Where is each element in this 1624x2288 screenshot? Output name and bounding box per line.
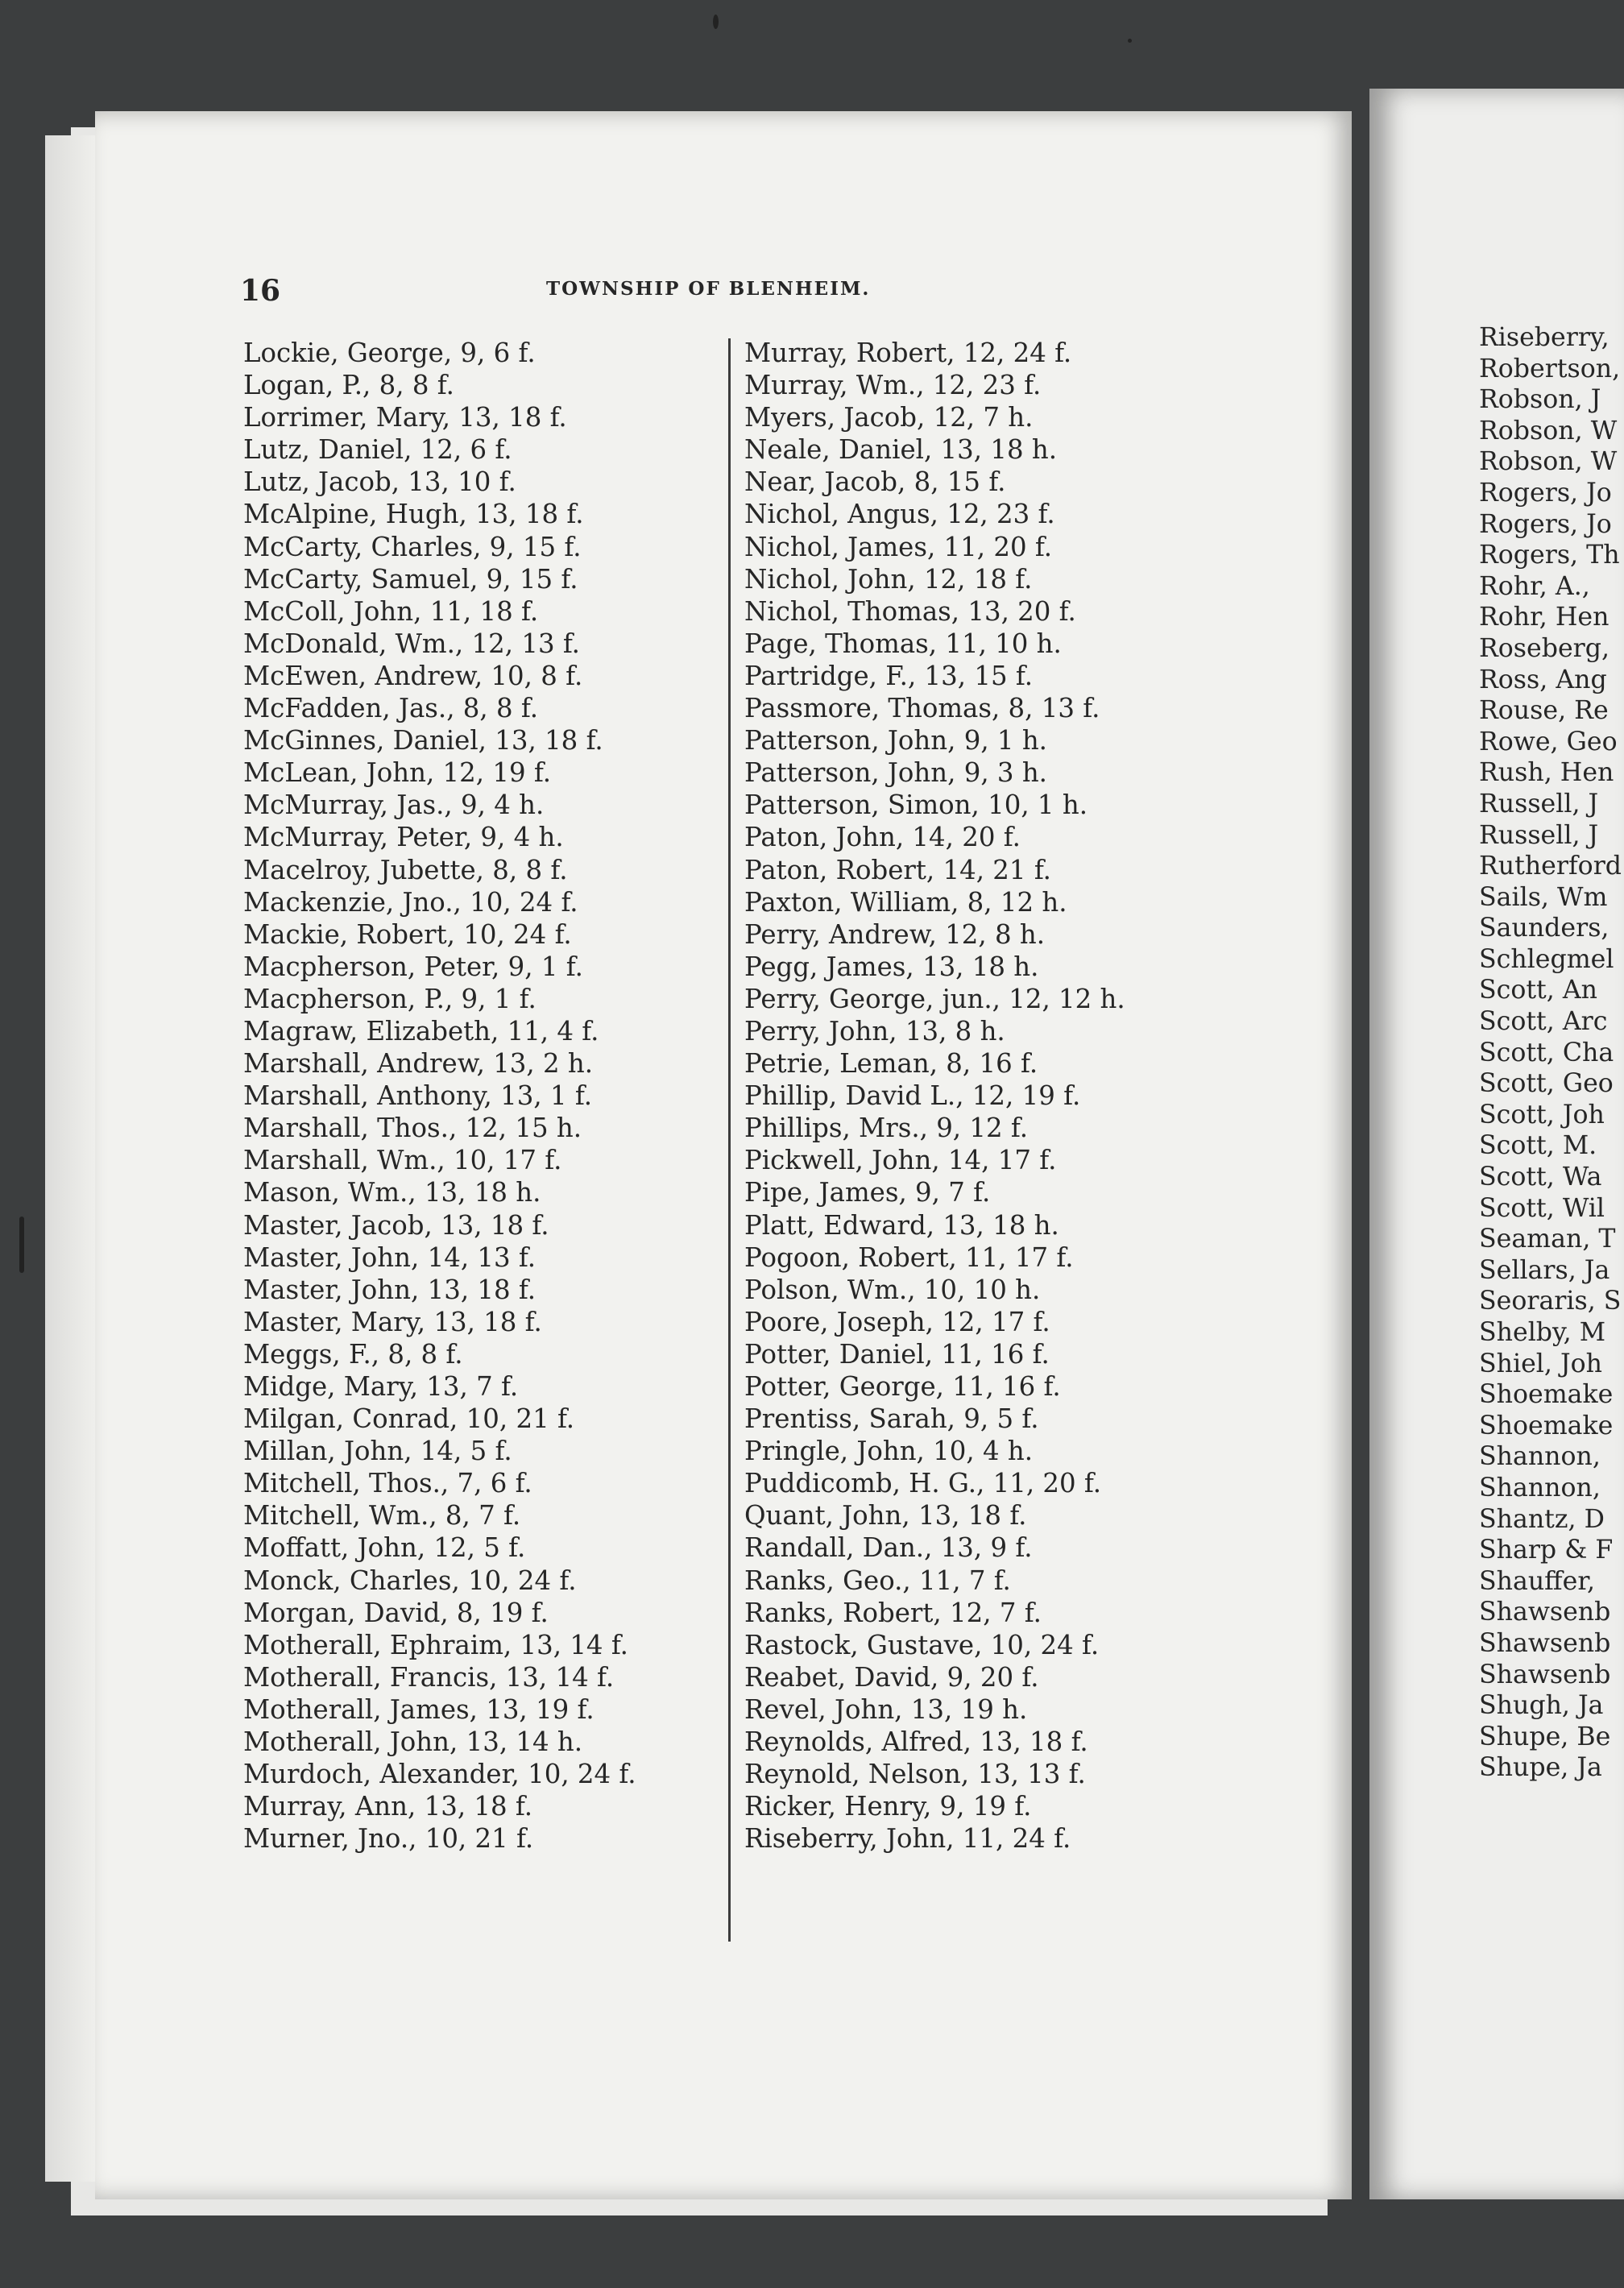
directory-entry: Murray, Wm., 12, 23 f. xyxy=(744,370,1042,401)
directory-entry: Perry, Andrew, 12, 8 h. xyxy=(744,918,1046,950)
directory-entry: Robson, W xyxy=(1479,447,1618,477)
directory-entry: Russell, J xyxy=(1479,789,1599,819)
page-number: 16 xyxy=(240,274,281,308)
directory-entry: Rouse, Re xyxy=(1479,696,1609,726)
directory-entry: Lutz, Jacob, 13, 10 f. xyxy=(243,466,516,498)
directory-entry: Riseberry, xyxy=(1479,323,1610,352)
directory-entry: Rastock, Gustave, 10, 24 f. xyxy=(744,1629,1100,1660)
directory-entry: Robson, J xyxy=(1479,385,1601,415)
directory-entry: Rogers, Th xyxy=(1479,541,1620,570)
directory-entry: Motherall, Ephraim, 13, 14 f. xyxy=(243,1629,628,1660)
directory-entry: Rogers, Jo xyxy=(1479,509,1612,539)
directory-entry: Roseberg, xyxy=(1479,633,1610,663)
directory-entry: Shannon, xyxy=(1479,1473,1601,1503)
directory-entry: Murdoch, Alexander, 10, 24 f. xyxy=(243,1759,636,1790)
directory-entry: Shoemake xyxy=(1479,1411,1614,1440)
directory-entry: Meggs, F., 8, 8 f. xyxy=(243,1338,463,1370)
directory-entry: Murner, Jno., 10, 21 f. xyxy=(243,1823,534,1855)
directory-entry: Mason, Wm., 13, 18 h. xyxy=(243,1177,541,1208)
directory-entry: McAlpine, Hugh, 13, 18 f. xyxy=(243,499,584,530)
directory-entry: Rowe, Geo xyxy=(1479,727,1618,756)
directory-entry: Petrie, Leman, 8, 16 f. xyxy=(744,1048,1038,1080)
directory-entry: Platt, Edward, 13, 18 h. xyxy=(744,1209,1059,1241)
directory-entry: McFadden, Jas., 8, 8 f. xyxy=(243,693,539,724)
directory-entry: Reabet, David, 9, 20 f. xyxy=(744,1661,1039,1693)
directory-entry: Scott, M. xyxy=(1479,1131,1597,1161)
directory-entry: Mitchell, Thos., 7, 6 f. xyxy=(243,1468,532,1499)
directory-entry: Monck, Charles, 10, 24 f. xyxy=(243,1565,577,1596)
directory-entry: Lutz, Daniel, 12, 6 f. xyxy=(243,434,512,466)
directory-entry: Nichol, John, 12, 18 f. xyxy=(744,563,1033,595)
directory-entry: Patterson, Simon, 10, 1 h. xyxy=(744,790,1088,821)
directory-entry: Scott, Wa xyxy=(1479,1163,1602,1192)
middle-column xyxy=(744,337,1179,1855)
directory-entry: Morgan, David, 8, 19 f. xyxy=(243,1597,549,1628)
directory-entry: McColl, John, 11, 18 f. xyxy=(243,595,539,627)
directory-entry: Master, John, 13, 18 f. xyxy=(243,1274,536,1305)
directory-entry: Murray, Ann, 13, 18 f. xyxy=(243,1791,533,1822)
directory-entry: Shantz, D xyxy=(1479,1504,1605,1534)
directory-entry: Robson, W xyxy=(1479,416,1618,446)
directory-entry: Phillip, David L., 12, 19 f. xyxy=(744,1080,1081,1112)
directory-entry: Scott, Wil xyxy=(1479,1193,1605,1223)
left-column xyxy=(243,337,719,1855)
directory-entry: Shawsenb xyxy=(1479,1628,1611,1658)
directory-entry: Scott, Geo xyxy=(1479,1069,1614,1099)
directory-entry: Scott, Cha xyxy=(1479,1038,1614,1067)
directory-entry: Ranks, Robert, 12, 7 f. xyxy=(744,1597,1042,1628)
directory-entry: Paton, John, 14, 20 f. xyxy=(744,822,1021,853)
directory-entry: Randall, Dan., 13, 9 f. xyxy=(744,1532,1033,1564)
directory-entry: McEwen, Andrew, 10, 8 f. xyxy=(243,660,583,691)
directory-entry: Riseberry, John, 11, 24 f. xyxy=(744,1823,1071,1855)
directory-entry: Shannon, xyxy=(1479,1442,1601,1472)
directory-entry: Sellars, Ja xyxy=(1479,1255,1610,1285)
directory-entry: Ranks, Geo., 11, 7 f. xyxy=(744,1565,1011,1596)
directory-entry: Shiel, Joh xyxy=(1479,1349,1603,1378)
directory-entry: Master, Jacob, 13, 18 f. xyxy=(243,1209,549,1241)
directory-entry: Patterson, John, 9, 1 h. xyxy=(744,725,1047,756)
directory-entry: Scott, Joh xyxy=(1479,1100,1605,1129)
directory-entry: Mackie, Robert, 10, 24 f. xyxy=(243,918,572,950)
directory-entry: Logan, P., 8, 8 f. xyxy=(243,370,454,401)
directory-entry: Page, Thomas, 11, 10 h. xyxy=(744,628,1062,659)
directory-entry: Midge, Mary, 13, 7 f. xyxy=(243,1371,519,1402)
directory-entry: McCarty, Samuel, 9, 15 f. xyxy=(243,563,578,595)
directory-entry: Mitchell, Wm., 8, 7 f. xyxy=(243,1500,521,1532)
directory-entry: Murray, Robert, 12, 24 f. xyxy=(744,338,1072,368)
directory-entry: McMurray, Jas., 9, 4 h. xyxy=(243,790,545,821)
directory-entry: Puddicomb, H. G., 11, 20 f. xyxy=(744,1468,1102,1499)
directory-entry: Shauffer, xyxy=(1479,1566,1595,1596)
directory-entry: Polson, Wm., 10, 10 h. xyxy=(744,1274,1041,1305)
directory-entry: Moffatt, John, 12, 5 f. xyxy=(243,1532,526,1564)
directory-entry: Neale, Daniel, 13, 18 h. xyxy=(744,434,1058,466)
directory-entry: Partridge, F., 13, 15 f. xyxy=(744,660,1033,691)
directory-entry: Magraw, Elizabeth, 11, 4 f. xyxy=(243,1015,599,1047)
directory-entry: Sharp & F xyxy=(1479,1536,1614,1565)
directory-entry: Nichol, Angus, 12, 23 f. xyxy=(744,499,1055,530)
directory-entry: Scott, An xyxy=(1479,976,1598,1005)
directory-entry: Lockie, George, 9, 6 f. xyxy=(243,338,536,368)
directory-entry: Lorrimer, Mary, 13, 18 f. xyxy=(243,402,567,433)
directory-entry: Rogers, Jo xyxy=(1479,478,1612,508)
directory-entry: Master, Mary, 13, 18 f. xyxy=(243,1306,542,1337)
directory-entry: Potter, George, 11, 16 f. xyxy=(744,1371,1061,1402)
directory-entry: Perry, John, 13, 8 h. xyxy=(744,1015,1005,1047)
directory-entry: Robertson, xyxy=(1479,354,1621,383)
directory-entry: Shugh, Ja xyxy=(1479,1691,1604,1721)
directory-entry: Pipe, James, 9, 7 f. xyxy=(744,1177,991,1208)
directory-entry: Pringle, John, 10, 4 h. xyxy=(744,1436,1034,1467)
directory-entry: Revel, John, 13, 19 h. xyxy=(744,1693,1028,1725)
directory-entry: Quant, John, 13, 18 f. xyxy=(744,1500,1027,1532)
directory-entry: Ross, Ang xyxy=(1479,665,1607,694)
dust-speck xyxy=(1128,39,1132,43)
directory-entry: Macpherson, P., 9, 1 f. xyxy=(243,983,536,1014)
column-rule xyxy=(728,338,731,1942)
directory-entry: Russell, J xyxy=(1479,820,1599,850)
directory-entry: Near, Jacob, 8, 15 f. xyxy=(744,466,1006,498)
directory-entry: Rush, Hen xyxy=(1479,758,1614,788)
directory-entry: Marshall, Wm., 10, 17 f. xyxy=(243,1145,562,1176)
directory-entry: Motherall, Francis, 13, 14 f. xyxy=(243,1661,615,1693)
directory-entry: Motherall, James, 13, 19 f. xyxy=(243,1693,594,1725)
directory-entry: Nichol, Thomas, 13, 20 f. xyxy=(744,595,1076,627)
directory-entry: Poore, Joseph, 12, 17 f. xyxy=(744,1306,1050,1337)
directory-entry: McDonald, Wm., 12, 13 f. xyxy=(243,628,580,659)
directory-entry: Sails, Wm xyxy=(1479,882,1608,912)
directory-entry: Macpherson, Peter, 9, 1 f. xyxy=(243,951,583,982)
directory-entry: McMurray, Peter, 9, 4 h. xyxy=(243,822,564,853)
directory-entry: Pickwell, John, 14, 17 f. xyxy=(744,1145,1057,1176)
right-page-column xyxy=(1479,322,1624,1784)
directory-entry: Paxton, William, 8, 12 h. xyxy=(744,886,1067,918)
directory-entry: Shawsenb xyxy=(1479,1598,1611,1627)
running-head: TOWNSHIP OF BLENHEIM. xyxy=(546,278,871,300)
directory-entry: Nichol, James, 11, 20 f. xyxy=(744,531,1052,562)
directory-entry: Macelroy, Jubette, 8, 8 f. xyxy=(243,854,568,885)
directory-entry: Prentiss, Sarah, 9, 5 f. xyxy=(744,1403,1039,1435)
directory-entry: Reynolds, Alfred, 13, 18 f. xyxy=(744,1726,1088,1758)
directory-entry: Scott, Arc xyxy=(1479,1007,1608,1037)
directory-entry: Marshall, Anthony, 13, 1 f. xyxy=(243,1080,592,1112)
directory-entry: Marshall, Andrew, 13, 2 h. xyxy=(243,1048,594,1080)
directory-entry: McGinnes, Daniel, 13, 18 f. xyxy=(243,725,603,756)
directory-entry: Shupe, Be xyxy=(1479,1722,1611,1751)
directory-entry: Phillips, Mrs., 9, 12 f. xyxy=(744,1113,1029,1144)
directory-entry: Marshall, Thos., 12, 15 h. xyxy=(243,1113,582,1144)
directory-entry: Schlegmel xyxy=(1479,944,1614,974)
directory-entry: Shelby, M xyxy=(1479,1318,1606,1347)
directory-entry: Patterson, John, 9, 3 h. xyxy=(744,757,1047,789)
directory-entry: Passmore, Thomas, 8, 13 f. xyxy=(744,693,1100,724)
directory-entry: Master, John, 14, 13 f. xyxy=(243,1241,536,1273)
directory-entry: Shoemake xyxy=(1479,1380,1614,1410)
directory-entry: Rohr, A., xyxy=(1479,571,1590,601)
directory-entry: Ricker, Henry, 9, 19 f. xyxy=(744,1791,1032,1822)
directory-entry: Pogoon, Robert, 11, 17 f. xyxy=(744,1241,1074,1273)
directory-entry: Shupe, Ja xyxy=(1479,1753,1602,1783)
directory-entry: Rohr, Hen xyxy=(1479,603,1610,632)
directory-entry: Reynold, Nelson, 13, 13 f. xyxy=(744,1759,1086,1790)
directory-entry: McLean, John, 12, 19 f. xyxy=(243,757,551,789)
dust-speck xyxy=(713,15,719,29)
directory-entry: Myers, Jacob, 12, 7 h. xyxy=(744,402,1034,433)
directory-entry: McCarty, Charles, 9, 15 f. xyxy=(243,531,582,562)
directory-entry: Mackenzie, Jno., 10, 24 f. xyxy=(243,886,578,918)
directory-entry: Rutherford xyxy=(1479,852,1622,881)
directory-entry: Millan, John, 14, 5 f. xyxy=(243,1436,512,1467)
directory-entry: Seoraris, S xyxy=(1479,1287,1622,1316)
directory-entry: Perry, George, jun., 12, 12 h. xyxy=(744,983,1125,1014)
directory-entry: Pegg, James, 13, 18 h. xyxy=(744,951,1039,982)
directory-entry: Milgan, Conrad, 10, 21 f. xyxy=(243,1403,575,1435)
directory-entry: Shawsenb xyxy=(1479,1660,1611,1689)
directory-entry: Potter, Daniel, 11, 16 f. xyxy=(744,1338,1050,1370)
directory-entry: Paton, Robert, 14, 21 f. xyxy=(744,854,1051,885)
directory-entry: Saunders, xyxy=(1479,914,1610,943)
dust-speck xyxy=(19,1217,24,1273)
directory-entry: Motherall, John, 13, 14 h. xyxy=(243,1726,583,1758)
directory-entry: Seaman, T xyxy=(1479,1225,1616,1254)
